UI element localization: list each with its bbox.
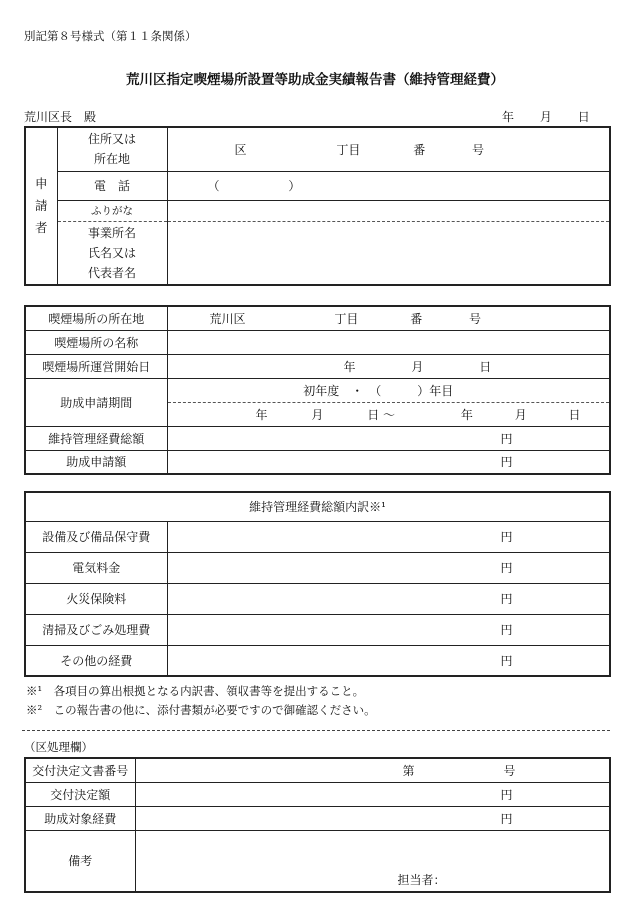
breakdown-item-field[interactable]: 円 [167, 583, 610, 614]
form-title: 荒川区指定喫煙場所設置等助成金実績報告書（維持管理経費） [126, 72, 504, 88]
notes [26, 682, 376, 720]
total-cost-label: 維持管理経費総額 [25, 426, 167, 450]
decision-number-label: 交付決定文書番号 [25, 758, 135, 782]
addressee: 荒川区長 殿 [24, 110, 97, 124]
note-2: ※² この報告書の他に、添付書類が必要ですので御確認ください。 [26, 703, 376, 717]
ward-processing-table [24, 757, 611, 893]
cut-line-divider [22, 730, 610, 731]
furigana-field[interactable] [167, 200, 610, 221]
period-range-field[interactable]: 年 月 日 ～ 年 月 日 [167, 402, 610, 426]
breakdown-table [24, 491, 611, 677]
decision-number-field[interactable]: 第 号 [135, 758, 610, 782]
breakdown-item-label: 清掃及びごみ処理費 [25, 614, 167, 645]
target-cost-field[interactable]: 円 [135, 806, 610, 830]
location-field[interactable]: 荒川区 丁目 番 号 [167, 306, 610, 330]
breakdown-item-field[interactable]: 円 [167, 614, 610, 645]
phone-label: 電 話 [57, 171, 167, 200]
form-number: 別記第８号様式（第１１条関係） [24, 29, 197, 43]
decision-amount-label: 交付決定額 [25, 782, 135, 806]
breakdown-item-field[interactable]: 円 [167, 521, 610, 552]
breakdown-item-label: 電気料金 [25, 552, 167, 583]
staff-label: 担当者： [397, 873, 446, 887]
smoking-place-table [24, 305, 611, 475]
place-name-field[interactable] [167, 330, 610, 354]
period-label: 助成申請期間 [25, 378, 167, 426]
period-year-field[interactable]: 初年度 ・ （ ）年目 [167, 378, 610, 402]
breakdown-item-label: 火災保険料 [25, 583, 167, 614]
location-label: 喫煙場所の所在地 [25, 306, 167, 330]
breakdown-item-field[interactable]: 円 [167, 645, 610, 676]
applicant-table [24, 126, 611, 286]
place-name-label: 喫煙場所の名称 [25, 330, 167, 354]
breakdown-item-label: その他の経費 [25, 645, 167, 676]
remarks-label: 備考 [25, 830, 135, 892]
remarks-field[interactable] [135, 830, 610, 892]
applicant-side-label: 申 請 者 [25, 127, 57, 285]
breakdown-item-field[interactable]: 円 [167, 552, 610, 583]
date-month-label: 月 [539, 110, 552, 124]
target-cost-label: 助成対象経費 [25, 806, 135, 830]
address-field[interactable]: 区 丁目 番 号 [167, 127, 610, 171]
breakdown-header: 維持管理経費総額内訳※¹ [25, 492, 610, 521]
date-day-label: 日 [577, 110, 590, 124]
request-amount-field[interactable]: 円 [167, 450, 610, 474]
decision-amount-field[interactable]: 円 [135, 782, 610, 806]
address-label: 住所又は 所在地 [57, 127, 167, 171]
name-field[interactable] [167, 221, 610, 285]
breakdown-item-label: 設備及び備品保守費 [25, 521, 167, 552]
start-date-label: 喫煙場所運営開始日 [25, 354, 167, 378]
start-date-field[interactable]: 年 月 日 [167, 354, 610, 378]
date-field[interactable] [502, 108, 590, 125]
phone-field[interactable]: （ ） [167, 171, 610, 200]
note-1: ※¹ 各項目の算出根拠となる内訳書、領収書等を提出すること。 [26, 684, 365, 698]
ward-section-label: （区処理欄） [24, 740, 93, 754]
date-year-label: 年 [502, 110, 515, 124]
total-cost-field[interactable]: 円 [167, 426, 610, 450]
furigana-label: ふりがな [57, 200, 167, 221]
request-amount-label: 助成申請額 [25, 450, 167, 474]
name-label: 事業所名 氏名又は 代表者名 [57, 221, 167, 285]
